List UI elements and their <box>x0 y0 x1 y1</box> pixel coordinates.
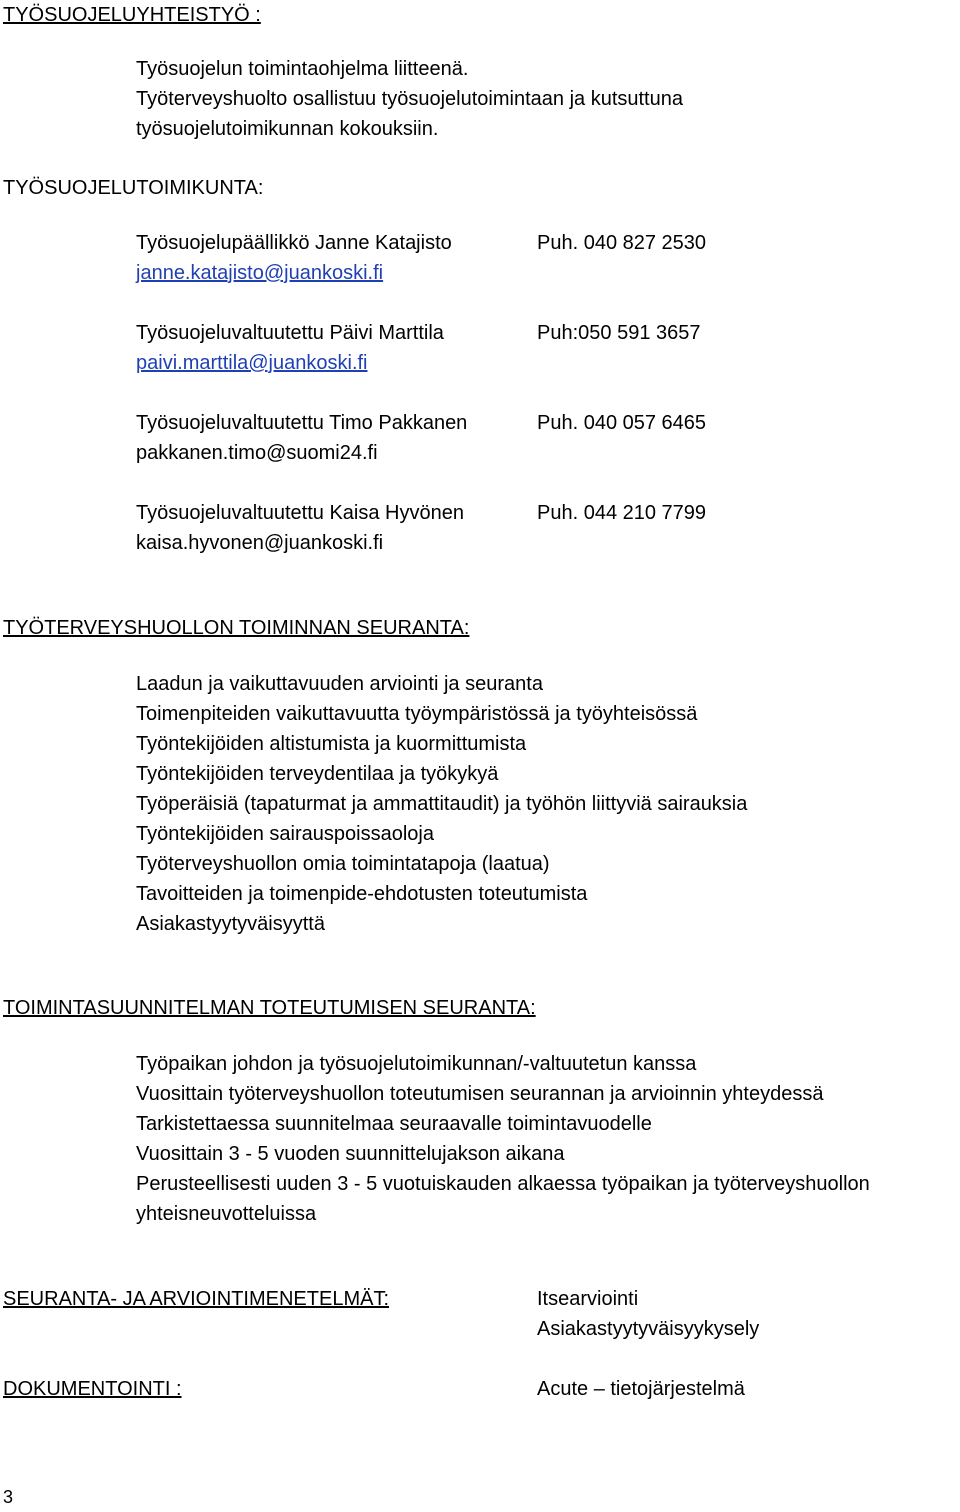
toimintasuunnitelma-line-2: Vuosittain työterveyshuollon toteutumisen seurannan ja arvioinnin yhteydessä <box>136 1083 824 1105</box>
member-4-title: Työsuojeluvaltuutettu Kaisa Hyvönen <box>136 502 464 524</box>
seuranta-line-8: Tavoitteiden ja toimenpide-ehdotusten toteutumista <box>136 883 588 905</box>
member-1-title: Työsuojelupäällikkö Janne Katajisto <box>136 232 452 254</box>
page-number: 3 <box>3 1487 14 1507</box>
member-3-email: pakkanen.timo@suomi24.fi <box>136 442 378 464</box>
toimintasuunnitelma-line-3: Tarkistettaessa suunnitelmaa seuraavalle toimintavuodelle <box>136 1113 652 1135</box>
member-3-title: Työsuojeluvaltuutettu Timo Pakkanen <box>136 412 468 434</box>
dokumentointi-value: Acute – tietojärjestelmä <box>537 1378 745 1400</box>
seuranta-line-1: Laadun ja vaikuttavuuden arviointi ja seuranta <box>136 673 543 695</box>
yhteistyo-line-1: Työsuojelun toimintaohjelma liitteenä. <box>136 58 469 80</box>
heading-tyosuojelutoimikunta: TYÖSUOJELUTOIMIKUNTA: <box>3 177 264 199</box>
member-1-phone: Puh. 040 827 2530 <box>537 232 707 254</box>
yhteistyo-line-3: työsuojelutoimikunnan kokouksiin. <box>136 118 439 140</box>
seuranta-line-6: Työntekijöiden sairauspoissaoloja <box>136 823 434 845</box>
seuranta-line-9: Asiakastyytyväisyyttä <box>136 913 325 935</box>
heading-seuranta-ja-arviointimenetelmat: SEURANTA- JA ARVIOINTIMENETELMÄT: <box>3 1288 389 1310</box>
menetelma-item-1: Itsearviointi <box>537 1288 639 1310</box>
seuranta-line-3: Työntekijöiden altistumista ja kuormittumista <box>136 733 527 755</box>
yhteistyo-line-2: Työterveyshuolto osallistuu työsuojelutoimintaan ja kutsuttuna <box>136 88 683 110</box>
member-2-title: Työsuojeluvaltuutettu Päivi Marttila <box>136 322 444 344</box>
heading-tyosuojeluyhteistyo: TYÖSUOJELUYHTEISTYÖ : <box>3 4 261 26</box>
seuranta-line-4: Työntekijöiden terveydentilaa ja työkykyä <box>136 763 499 785</box>
heading-toimintasuunnitelman-seuranta: TOIMINTASUUNNITELMAN TOTEUTUMISEN SEURANTA: <box>3 997 536 1019</box>
member-4-email: kaisa.hyvonen@juankoski.fi <box>136 532 384 554</box>
member-3-phone: Puh. 040 057 6465 <box>537 412 707 434</box>
toimintasuunnitelma-line-1: Työpaikan johdon ja työsuojelutoimikunnan/-valtuutetun kanssa <box>136 1053 697 1075</box>
seuranta-line-5: Työperäisiä (tapaturmat ja ammattitaudit) ja työhön liittyviä sairauksia <box>136 793 748 815</box>
member-2-email-link[interactable]: paivi.marttila@juankoski.fi <box>136 352 368 374</box>
toimintasuunnitelma-line-6: yhteisneuvotteluissa <box>136 1203 317 1225</box>
toimintasuunnitelma-line-4: Vuosittain 3 - 5 vuoden suunnittelujakson aikana <box>136 1143 565 1165</box>
heading-tyoterveyshuollon-seuranta: TYÖTERVEYSHUOLLON TOIMINNAN SEURANTA: <box>3 617 470 639</box>
member-2-phone: Puh:050 591 3657 <box>537 322 701 344</box>
seuranta-line-7: Työterveyshuollon omia toimintatapoja (laatua) <box>136 853 550 875</box>
seuranta-line-2: Toimenpiteiden vaikuttavuutta työympäristössä ja työyhteisössä <box>136 703 698 725</box>
toimintasuunnitelma-line-5: Perusteellisesti uuden 3 - 5 vuotuiskauden alkaessa työpaikan ja työterveyshuollon <box>136 1173 870 1195</box>
member-1-email-link[interactable]: janne.katajisto@juankoski.fi <box>136 262 384 284</box>
heading-dokumentointi: DOKUMENTOINTI : <box>3 1378 182 1400</box>
member-4-phone: Puh. 044 210 7799 <box>537 502 707 524</box>
menetelma-item-2: Asiakastyytyväisyykysely <box>537 1318 760 1340</box>
